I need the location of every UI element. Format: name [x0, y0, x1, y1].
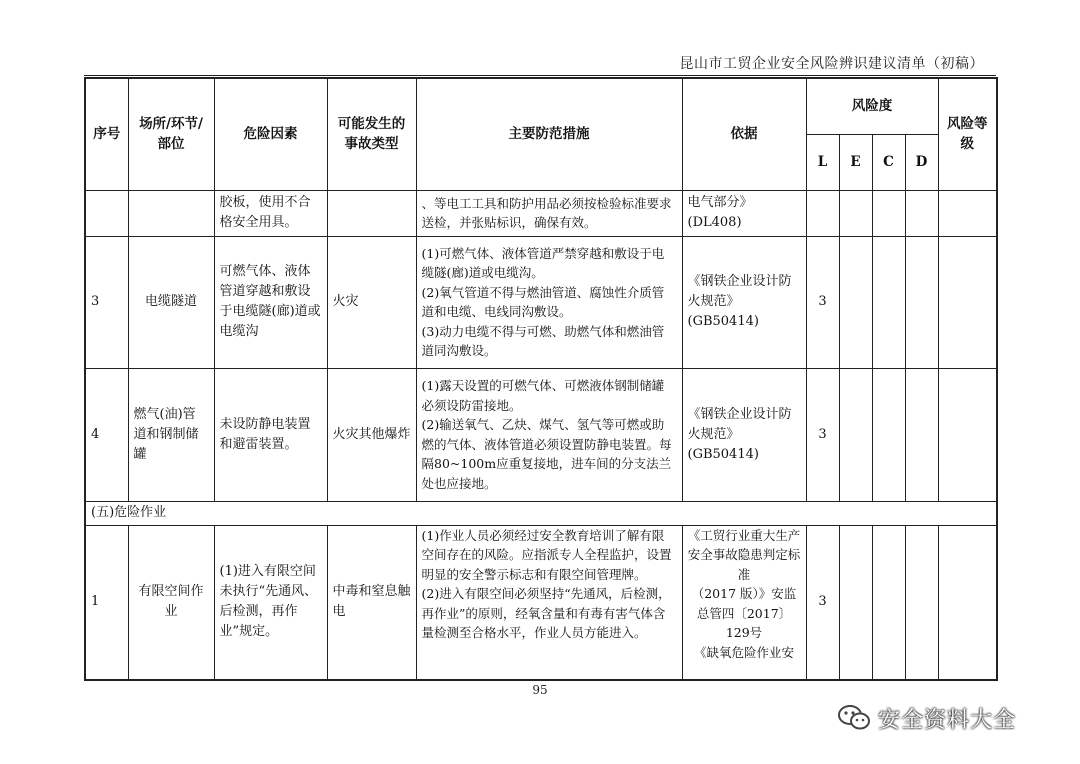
cell-seq: 1 — [85, 525, 128, 680]
header-risk-degree: 风险度 — [806, 78, 938, 134]
cell-d — [905, 236, 938, 368]
measure-item: (2)输送氧气、乙炔、煤气、氢气等可燃或助燃的气体、液体管道必须设置防静电装置。每隔80~100m应重复接地，进车间的分支法兰处也应接地。 — [421, 417, 672, 491]
header-hazard: 危险因素 — [214, 78, 327, 190]
cell-accident: 中毒和窒息触电 — [327, 525, 416, 680]
cell-e — [839, 368, 872, 501]
risk-table — [84, 77, 998, 681]
watermark-text: 安全资料大全 — [878, 707, 1017, 733]
cell-c — [872, 525, 905, 680]
cell-level — [938, 236, 997, 368]
cell-c — [872, 236, 905, 368]
cell-c — [872, 190, 905, 236]
measure-item: (1)露天设置的可燃气体、可燃液体钢制储罐必须设防雷接地。 — [421, 378, 665, 413]
cell-hazard: 胶板，使用不合格安全用具。 — [214, 190, 327, 236]
cell-level — [938, 525, 997, 680]
cell-place — [128, 190, 214, 236]
cell-seq — [85, 190, 128, 236]
cell-basis: 《钢铁企业设计防火规范》(GB50414) — [682, 368, 806, 501]
cell-measures: 、等电工工具和防护用品必须按检验标准要求送检，并张贴标识，确保有效。 — [416, 190, 682, 236]
header-c: C — [872, 134, 905, 190]
header-seq: 序号 — [85, 78, 128, 190]
section-title: (五)危险作业 — [85, 501, 997, 525]
cell-e — [839, 236, 872, 368]
header-basis: 依据 — [682, 78, 806, 190]
cell-seq: 4 — [85, 368, 128, 501]
basis-line: 《工贸行业重大生产安全事故隐患判定标准 — [687, 527, 801, 582]
cell-accident — [327, 190, 416, 236]
watermark — [836, 700, 1066, 736]
cell-basis: 电气部分》(DL408) — [682, 190, 806, 236]
cell-l: 3 — [806, 236, 839, 368]
header-rule — [84, 75, 996, 76]
cell-basis: 《钢铁企业设计防火规范》(GB50414) — [682, 236, 806, 368]
cell-place: 电缆隧道 — [128, 236, 214, 368]
header-accident: 可能发生的事故类型 — [327, 78, 416, 190]
cell-basis — [682, 525, 806, 680]
measure-item: (1)可燃气体、液体管道严禁穿越和敷设于电缆隧(廊)道或电缆沟。 — [421, 245, 665, 280]
cell-place: 燃气(油)管道和钢制储罐 — [128, 368, 214, 501]
cell-l — [806, 190, 839, 236]
section-row — [85, 501, 997, 525]
header-risk-level: 风险等级 — [938, 78, 997, 190]
cell-measures — [416, 368, 682, 501]
cell-seq: 3 — [85, 236, 128, 368]
wechat-icon — [836, 703, 872, 733]
cell-l: 3 — [806, 368, 839, 501]
cell-accident: 火灾其他爆炸 — [327, 368, 416, 501]
measure-item: (2)进入有限空间必须坚持“先通风，后检测，再作业”的原则，经氧含量和有毒有害气体含量检测至合格水平，作业人员方能进入。 — [421, 586, 671, 640]
cell-d — [905, 525, 938, 680]
cell-measures — [416, 236, 682, 368]
header-d: D — [905, 134, 938, 190]
cell-e — [839, 525, 872, 680]
cell-hazard: (1)进入有限空间未执行“先通风、后检测，再作业”规定。 — [214, 525, 327, 680]
document-header-title: 昆山市工贸企业安全风险辨识建议清单（初稿） — [679, 56, 984, 72]
cell-hazard: 可燃气体、液体管道穿越和敷设于电缆隧(廊)道或电缆沟 — [214, 236, 327, 368]
table-row — [85, 525, 997, 680]
basis-line: 《缺氧危险作业安 — [693, 644, 794, 660]
header-e: E — [839, 134, 872, 190]
cell-d — [905, 368, 938, 501]
page-number: 95 — [532, 683, 548, 697]
table-row — [85, 190, 997, 236]
header-l: L — [806, 134, 839, 190]
cell-hazard: 未设防静电装置和避雷装置。 — [214, 368, 327, 501]
cell-place: 有限空间作业 — [128, 525, 214, 680]
basis-line: （2017 版）》安监总管四〔2017〕129号 — [691, 586, 797, 640]
cell-level — [938, 190, 997, 236]
measure-item: (1)作业人员必须经过安全教育培训了解有限空间存在的风险。应指派专人全程监护，设置明显的安全警示标志和有限空间管理牌。 — [421, 527, 672, 582]
measure-item: (3)动力电缆不得与可燃、助燃气体和燃油管道同沟敷设。 — [421, 323, 665, 358]
cell-measures — [416, 525, 682, 680]
cell-e — [839, 190, 872, 236]
cell-accident: 火灾 — [327, 236, 416, 368]
cell-level — [938, 368, 997, 501]
table-row — [85, 368, 997, 501]
measure-item: (2)氧气管道不得与燃油管道、腐蚀性介质管道和电缆、电线同沟敷设。 — [421, 284, 665, 319]
cell-l: 3 — [806, 525, 839, 680]
cell-c — [872, 368, 905, 501]
cell-d — [905, 190, 938, 236]
header-place: 场所/环节/部位 — [128, 78, 214, 190]
header-measures: 主要防范措施 — [416, 78, 682, 190]
table-row — [85, 236, 997, 368]
